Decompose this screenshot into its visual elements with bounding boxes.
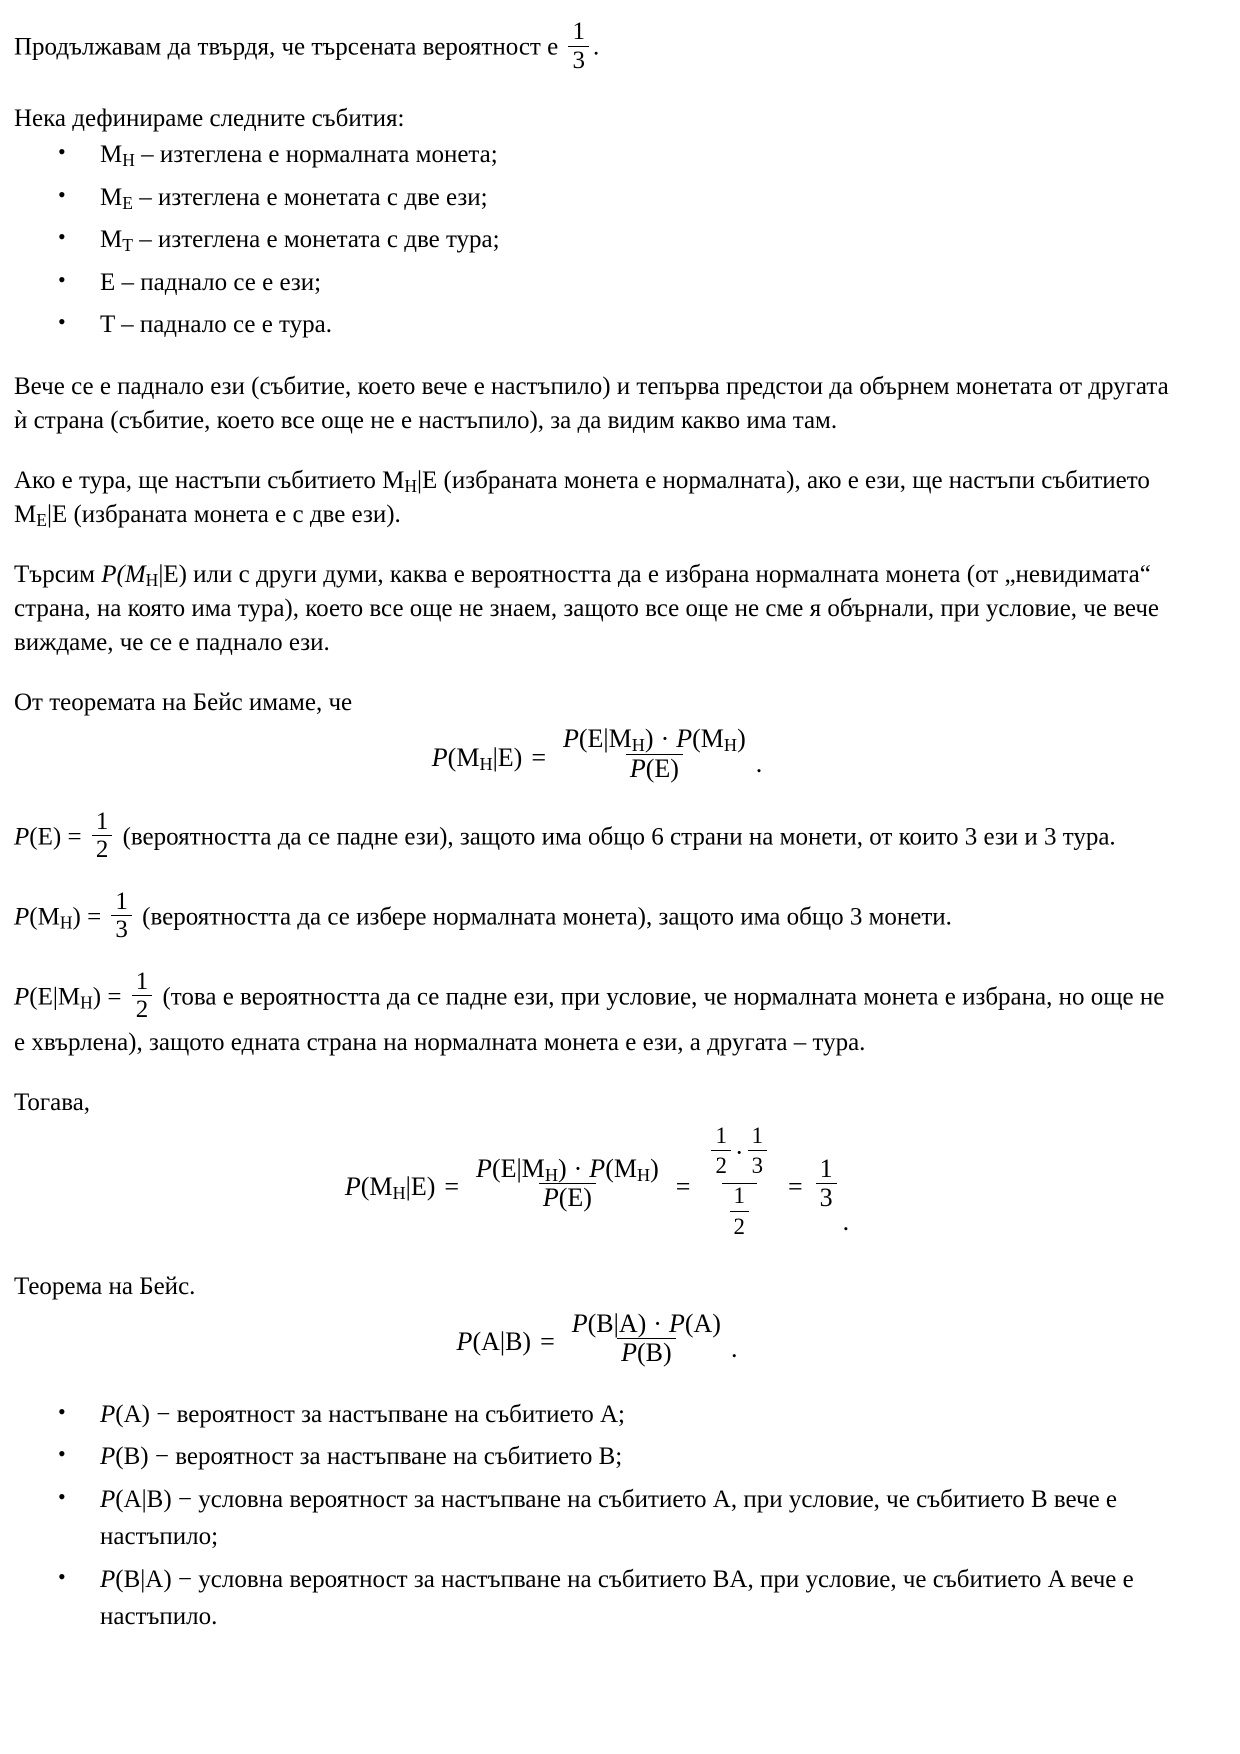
formula-period: . (730, 1333, 738, 1363)
paragraph-already-happened: Вече се е паднало ези (събитие, което вече е настъпило) и тепърва предстои да обърнем монетата от другата ѝ страна (събитие, което все още не е настъпило), за да видим какво има там. (14, 372, 1169, 434)
event-description: – изтеглена е монетата с две ези; (139, 183, 488, 211)
pmh-p: P (14, 903, 30, 931)
list-item (14, 136, 1180, 174)
term-p: P (100, 1400, 116, 1428)
num-t2: (A) (684, 1308, 721, 1338)
den-t: (B) (636, 1338, 672, 1368)
list-item (14, 1396, 1180, 1434)
paragraph-probability-e (14, 807, 1180, 866)
pemh-text: (това е вероятността да се падне ези, при условие, че нормалната монета е избрана, но още не е хвърлена), защото едната страна на нормалната монета е ези, а другата – тура. (14, 983, 1165, 1056)
nested-num-right (748, 1124, 767, 1178)
intro-period: . (592, 33, 600, 61)
num-p1: P (563, 724, 579, 754)
event-subscript: E (122, 192, 133, 213)
formula-bayes-main (14, 724, 1180, 786)
fraction-numerator (472, 1153, 663, 1185)
fraction-denominator: 2 (132, 995, 153, 1023)
term-description: − вероятност за настъпване на събитието B; (154, 1443, 623, 1471)
pe-equals: = (67, 823, 82, 851)
event-subscript: T (122, 234, 133, 255)
multiplication-dot: · (653, 1308, 662, 1338)
pmh-text: (вероятността да се избере нормалната монета), защото има общо 3 монети. (142, 903, 952, 931)
list-item (14, 1481, 1180, 1556)
lhs-open: (M (447, 742, 480, 772)
lhs-p: P (456, 1327, 473, 1357)
list-item (14, 221, 1180, 259)
equation (344, 1122, 850, 1244)
list-item (14, 179, 1180, 217)
num-p1: P (571, 1308, 588, 1338)
pemh-equals: = (107, 983, 122, 1011)
event-subscript: H (122, 149, 135, 170)
pemh-p: P (14, 983, 30, 1011)
event-description: – паднало се е тура. (121, 311, 332, 338)
num-t4: ) (650, 1153, 659, 1183)
num-p2: P (676, 724, 693, 754)
fraction-numerator: 1 (751, 1122, 763, 1148)
result-final-fraction (816, 1153, 837, 1213)
num-t2: ) (644, 724, 654, 754)
pemh-sub: H (80, 992, 93, 1013)
result-lhs (345, 1169, 436, 1204)
den-p: P (621, 1338, 637, 1368)
paragraph-probability-mh (14, 887, 1180, 946)
term-p: P (100, 1443, 116, 1471)
bayes-terms-list (14, 1396, 1180, 1636)
num-sub2: H (636, 1164, 651, 1185)
fraction-numerator: 1 (95, 807, 109, 835)
nested-dot: · (734, 1137, 744, 1167)
fraction-denominator: 3 (568, 46, 589, 74)
searching-part2: |E) (158, 560, 187, 588)
fraction-numerator: 1 (572, 18, 585, 45)
num-p2: P (589, 1153, 606, 1183)
bayes-heading: Теорема на Бейс. (14, 1272, 196, 1300)
fraction-denominator: 2 (730, 1211, 749, 1238)
num-t2: ) (557, 1153, 567, 1183)
pemh-lhs2: ) (92, 983, 102, 1011)
pe-text: (вероятността да се падне ези), защото има общо 6 страни на монети, от които 3 ези и 3 тура. (122, 823, 1116, 851)
fraction-denominator: 2 (92, 835, 113, 863)
event-description: – изтеглена е нормалната монета; (141, 141, 498, 168)
fraction-denominator: 3 (748, 1150, 767, 1177)
term-description: − условна вероятност за настъпване на събитието A, при условие, че събитието B вече е настъпило; (100, 1485, 1118, 1551)
lhs-p: P (431, 742, 448, 772)
pe-fraction (92, 809, 113, 863)
searching-formula-p: P(M (101, 560, 146, 588)
event-symbol: T (100, 311, 115, 338)
num-sub1: H (631, 735, 645, 756)
paragraph-then: Тогава, (14, 1088, 91, 1116)
lhs-open: (M (360, 1172, 393, 1201)
term-description: − вероятност за настъпване на събитието A; (156, 1400, 625, 1428)
formula-result (14, 1122, 1180, 1244)
den-p: P (629, 753, 646, 783)
lhs-sub: H (479, 753, 493, 774)
nested-num-left (711, 1124, 730, 1178)
num-p1: P (476, 1153, 492, 1183)
fraction-denominator (617, 1338, 676, 1367)
num-sub1: H (544, 1164, 558, 1185)
intro-text: Продължавам да твърдя, че търсената вероятност е (14, 33, 559, 61)
fraction-numerator: 1 (733, 1183, 745, 1209)
num-t1: (E|M (578, 724, 632, 754)
fraction-numerator: 1 (715, 1122, 727, 1148)
equals-sign-3: = (788, 1172, 803, 1201)
fraction-numerator: 1 (819, 1153, 833, 1183)
equation (456, 1308, 738, 1370)
equals-sign: = (531, 742, 546, 772)
num-t3: (M (692, 724, 724, 754)
fraction-denominator (539, 1183, 596, 1212)
general-fraction (568, 1308, 725, 1368)
event-symbol: E (100, 268, 116, 296)
bayes-main-fraction (559, 726, 750, 782)
fraction-denominator: 2 (711, 1150, 730, 1177)
paragraph-searching (14, 558, 1180, 660)
event-description: – изтеглена е монетата с две тура; (139, 226, 500, 253)
nested-denominator (722, 1183, 757, 1241)
fraction-denominator: 3 (111, 915, 132, 943)
if-tails-sub2: E (36, 509, 47, 530)
searching-sub: H (145, 569, 159, 590)
paragraph-probability-emh (14, 967, 1180, 1060)
event-symbol: M (100, 226, 123, 253)
if-tails-sub1: H (404, 475, 417, 496)
pmh-lhs: (M (29, 903, 60, 931)
lhs-mid: |E) (405, 1172, 436, 1201)
pe-p: P (14, 823, 30, 851)
pmh-lhs2: ) (72, 903, 81, 931)
if-tails-part1: Ако е тура, ще настъпи събитието M (14, 466, 405, 494)
term-description: − условна вероятност за настъпване на събитието BA, при условие, че събитието A вече е настъпило. (100, 1565, 1134, 1631)
list-item (14, 1438, 1180, 1476)
pe-lhs: (E) (29, 823, 62, 851)
formula-period: . (755, 749, 763, 779)
lhs-sub: H (392, 1183, 406, 1203)
num-t3: (M (605, 1153, 637, 1183)
term-formula: (B) (115, 1443, 149, 1471)
list-item (14, 264, 1180, 302)
num-p2: P (668, 1308, 685, 1338)
fraction-numerator (559, 726, 750, 754)
lhs-t: (A|B) (472, 1327, 532, 1357)
searching-part3: или с други думи, каква е вероятността да е избрана нормалната монета (от „невидимата“ страна, на която има тура), което все още не знаем, защото все още не сме я обърнали, при условие, че вече виждаме, че се е паднало ези. (14, 560, 1160, 656)
pemh-fraction (132, 969, 153, 1023)
paragraph-from-bayes: От теоремата на Бейс имаме, че (14, 688, 353, 716)
multiplication-dot: · (660, 724, 670, 754)
pemh-lhs: (E|M (29, 983, 81, 1011)
term-formula: (B|A) (115, 1565, 172, 1593)
num-t1: (E|M (491, 1153, 545, 1183)
intro-paragraph (14, 18, 1180, 76)
num-t4: ) (737, 724, 746, 754)
nested-den-fraction (730, 1184, 749, 1238)
equals-sign: = (540, 1327, 555, 1357)
den-p: P (542, 1183, 559, 1213)
equation (431, 724, 763, 786)
num-t1: (B|A) (587, 1308, 647, 1338)
result-nested-fraction (703, 1122, 775, 1240)
paragraph-if-tails (14, 464, 1180, 532)
event-symbol: M (100, 141, 123, 168)
equals-sign-2: = (675, 1172, 691, 1201)
event-symbol: M (100, 183, 123, 211)
term-formula: (A) (115, 1400, 150, 1428)
if-tails-part2: |E (избраната монета е нормалната), ако е ези, ще настъпи събитието M (14, 466, 1150, 528)
intro-fraction (568, 19, 589, 73)
term-formula: (A|B) (115, 1485, 172, 1513)
equals-sign-1: = (444, 1172, 460, 1201)
pmh-sub: H (59, 912, 73, 933)
searching-part1: Търсим (14, 560, 95, 588)
lhs-p: P (344, 1172, 361, 1201)
list-item (14, 306, 1180, 344)
bayes-main-lhs (432, 740, 523, 775)
fraction-numerator: 1 (135, 967, 149, 995)
pmh-equals: = (87, 903, 102, 931)
den-t: (E) (645, 753, 679, 783)
fraction-denominator (626, 754, 683, 783)
den-t: (E) (558, 1183, 592, 1213)
multiplication-dot: · (573, 1153, 583, 1183)
formula-bayes-general (14, 1308, 1180, 1370)
fraction-numerator: 1 (115, 887, 128, 915)
event-description: – паднало се е ези; (121, 268, 322, 296)
fraction-denominator: 3 (816, 1183, 837, 1212)
definitions-list (14, 136, 1180, 344)
lhs-mid: |E) (492, 742, 523, 772)
result-fraction-main (472, 1153, 663, 1213)
term-p: P (100, 1565, 116, 1593)
pmh-fraction (111, 889, 132, 943)
nested-numerator (703, 1122, 775, 1183)
general-lhs (457, 1324, 532, 1359)
definitions-lead: Нека дефинираме следните събития: (14, 105, 405, 132)
formula-period: . (842, 1207, 850, 1237)
num-sub2: H (723, 735, 738, 756)
list-item (14, 1561, 1180, 1636)
if-tails-part3: |E (избраната монета е с две ези). (46, 500, 401, 528)
term-p: P (100, 1485, 116, 1513)
fraction-numerator (568, 1308, 725, 1339)
